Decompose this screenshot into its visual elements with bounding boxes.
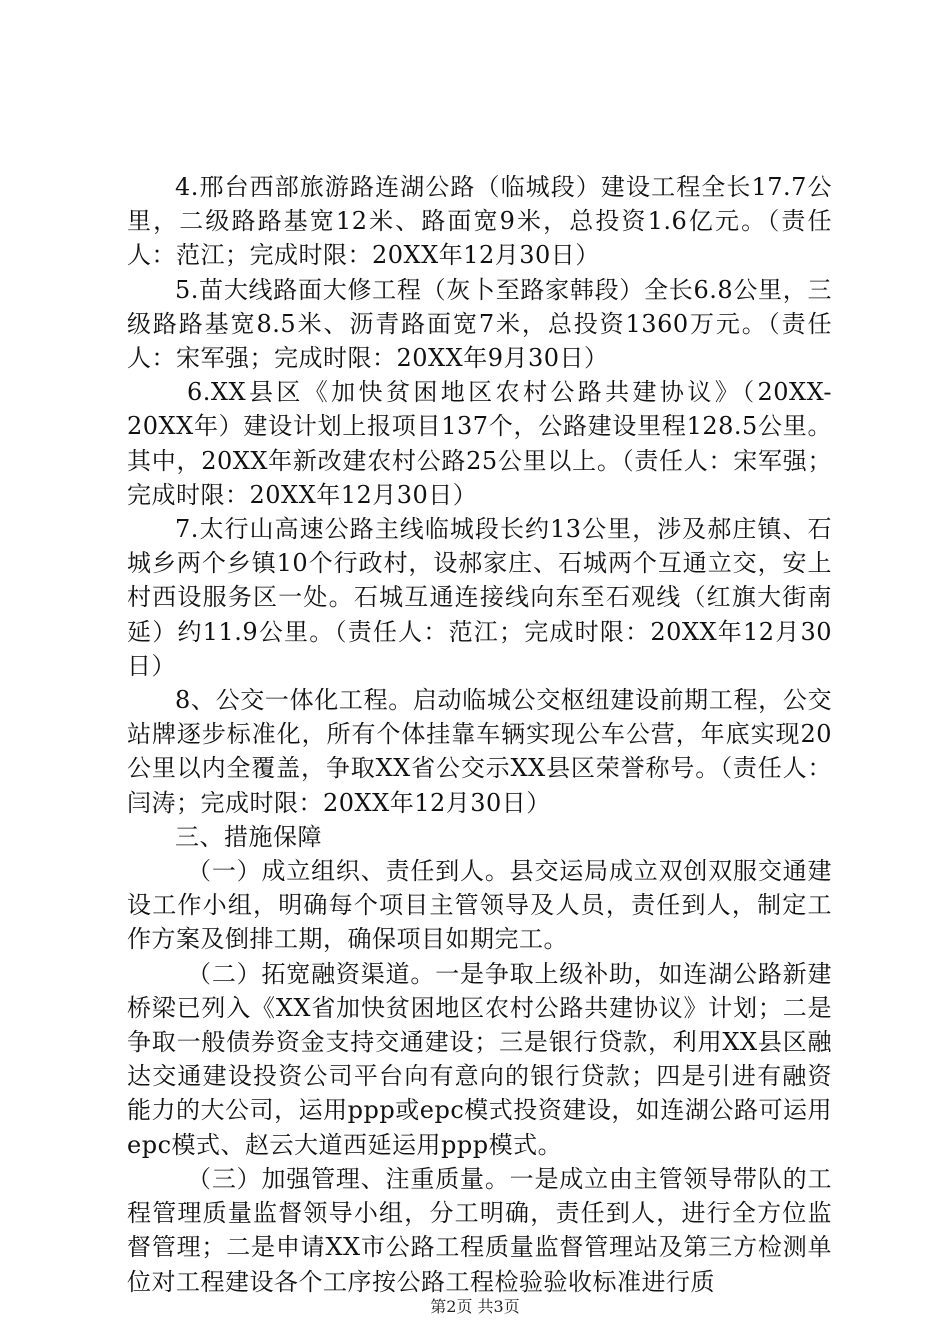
- paragraph-item-4: 4.邢台西部旅游路连湖公路（临城段）建设工程全长17.7公里，二级路路基宽12米、路面宽9米，总投资1.6亿元。（责任人：范江；完成时限：20XX年12月30日）: [127, 173, 832, 270]
- section-heading-measures: 三、措施保障: [175, 822, 322, 851]
- page-footer: [0, 1297, 950, 1317]
- page-number-text: 第2页 共3页: [430, 1297, 520, 1316]
- paragraph-item-8: 8、公交一体化工程。启动临城公交枢纽建设前期工程，公交站牌逐步标准化，所有个体挂靠车辆实现公车公营，年底实现20公里以内全覆盖，争取XX省公交示XX县区荣誉称号。（责任人：闫涛；完成时限：20XX年12月30日）: [127, 686, 832, 817]
- paragraph-measure-2: （二）拓宽融资渠道。一是争取上级补助，如连湖公路新建桥梁已列入《XX省加快贫困地区农村公路共建协议》计划；二是争取一般债券资金支持交通建设；三是银行贷款，利用XX县区融达交通建设投资公司平台向有意向的银行贷款；四是引进有融资能力的大公司，运用ppp或epc模式投资建设，如连湖公路可运用epc模式、赵云大道西延运用ppp模式。: [127, 959, 832, 1159]
- paragraph-measure-3: （三）加强管理、注重质量。一是成立由主管领导带队的工程管理质量监督领导小组，分工明确，责任到人，进行全方位监督管理；二是申请XX市公路工程质量监督管理站及第三方检测单位对工程建设各个工序按公路工程检验验收标准进行质: [127, 1164, 832, 1296]
- document-body: [127, 170, 832, 1299]
- paragraph-measure-1: （一）成立组织、责任到人。县交运局成立双创双服交通建设工作小组，明确每个项目主管领导及人员，责任到人，制定工作方案及倒排工期，确保项目如期完工。: [127, 857, 832, 954]
- paragraph-item-6: 6.XX县区《加快贫困地区农村公路共建协议》（20XX-20XX年）建设计划上报项目137个，公路建设里程128.5公里。其中，20XX年新改建农村公路25公里以上。（责任人：宋军强；完成时限：20XX年12月30日）: [127, 378, 832, 509]
- paragraph-item-5: 5.苗大线路面大修工程（灰卜至路家韩段）全长6.8公里，三级路路基宽8.5米、沥青路面宽7米，总投资1360万元。（责任人：宋军强；完成时限：20XX年9月30日）: [127, 275, 832, 373]
- paragraph-item-7: 7.太行山高速公路主线临城段长约13公里，涉及郝庄镇、石城乡两个乡镇10个行政村，设郝家庄、石城两个互通立交，安上村西设服务区一处。石城互通连接线向东至石观线（红旗大街南延）约11.9公里。（责任人：范江；完成时限：20XX年12月30日）: [127, 515, 832, 680]
